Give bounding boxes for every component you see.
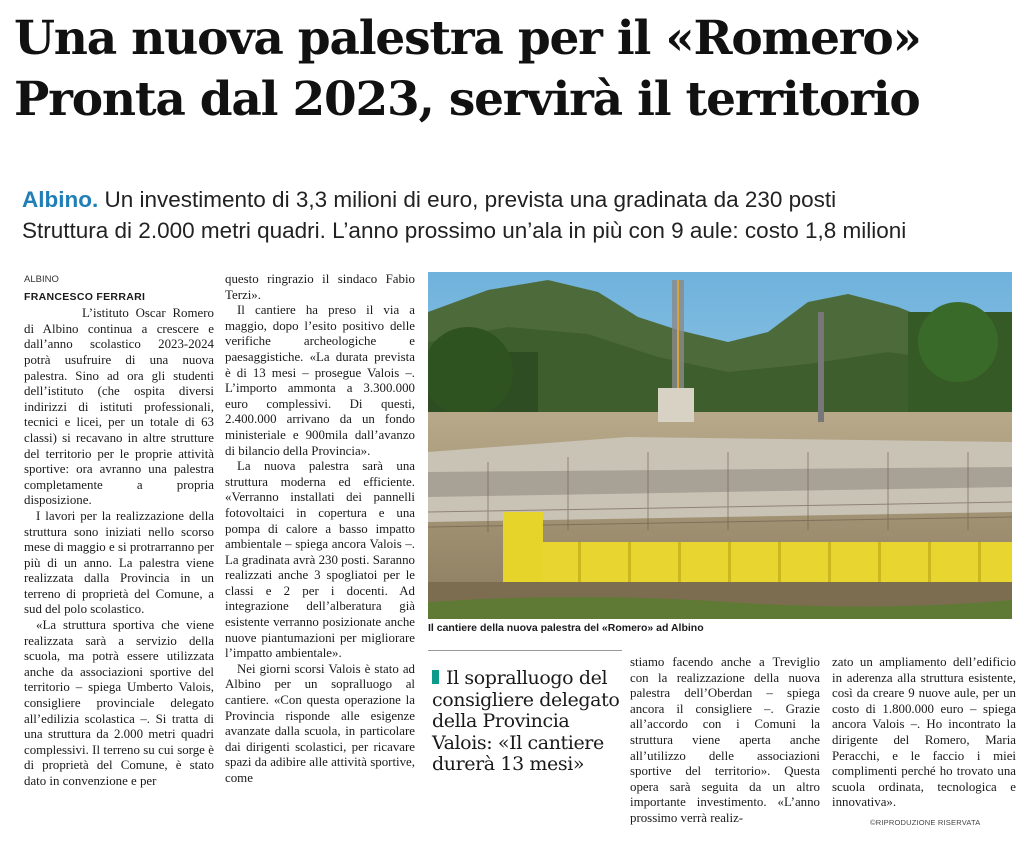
pull-quote-marker-icon	[432, 670, 439, 684]
construction-site-photo	[428, 272, 1012, 619]
subhead-line-1	[22, 184, 1012, 215]
article-column-3	[630, 655, 820, 827]
col1-paragraph-1: L’istituto Oscar Romero di Albino continua a crescere e dall’anno scolastico 2023-2024 potrà usufruire di una nuova palestra. Sino ad ora gli studenti dell’istituto (che ospita diversi indirizzi di istituti professionali, tecnici e licei, per un totale di 63 classi) si recavano in altre strutture del territorio per le proprie attività sportive: ora avranno una palestra completamente a propria disposizione.	[24, 306, 214, 508]
headline-line-2: Pronta dal 2023, servirà il territorio	[14, 72, 920, 127]
subheadline	[22, 184, 1012, 246]
subhead-line-2: Struttura di 2.000 metri quadri. L’anno prossimo un’ala in più con 9 aule: costo 1,8 milioni	[22, 218, 907, 243]
section-label: ALBINO	[24, 274, 59, 285]
headline-line-1: Una nuova palestra per il «Romero»	[14, 11, 921, 66]
col2-paragraph-2: Il cantiere ha preso il via a maggio, dopo l’esito positivo delle verifiche archeologiche e paesaggistiche. «La durata prevista è di 13 mesi – prosegue Valois –. L’importo ammonta a 3.300.000 euro complessivi. Di questi, 2.400.000 arrivano da un fondo ministeriale e 900mila dall’avanzo di bilancio della Provincia».	[225, 303, 415, 458]
pull-quote	[432, 668, 620, 776]
subhead-line-1-text: Un investimento di 3,3 milioni di euro, prevista una gradinata da 230 posti	[98, 187, 837, 212]
col4-paragraph-1: zato un ampliamento dell’edificio in aderenza alla struttura esistente, così da creare 9 nuove aule, per un costo di 1.800.000 euro – spiega ancora Valois –. Ho incontrato la dirigente del Romero, Maria Peracchi, e le faccio i miei complimenti perché ho trovato una scuola ordinata, tecnologica e innovativa».	[832, 655, 1016, 810]
copyright-notice: ©RIPRODUZIONE RISERVATA	[870, 818, 981, 827]
col3-paragraph-1: stiamo facendo anche a Treviglio con la realizzazione della nuova palestra dell’Oberdan – spiega ancora il consigliere –. Grazie all’accordo con i Comuni la struttura viene aperta anche all’utilizzo delle associazioni sportive del territorio». Questa opera sarà seguita da un altro importante investimento. «L’anno prossimo verrà realiz-	[630, 655, 820, 825]
kicker-location: Albino.	[22, 187, 99, 212]
col1-paragraph-2: I lavori per la realizzazione della struttura sono iniziati nello scorso mese di maggio e si protrarranno per più di un anno. La palestra viene realizzata dalla Provincia in un terreno di proprietà del Comune, a sud del polo scolastico.	[24, 508, 214, 617]
col2-paragraph-4: Nei giorni scorsi Valois è stato ad Albino per un sopralluogo al cantiere. «Con questa operazione la Provincia risponde alle esigenze avanzate dalla scuola, in particolare dai dirigenti scolastici, per ricavare spazi da adibire alle attività sportive, come	[225, 661, 415, 785]
photo-caption: Il cantiere della nuova palestra del «Romero» ad Albino	[428, 622, 704, 634]
byline: FRANCESCO FERRARI	[24, 290, 146, 303]
col2-paragraph-1: questo ringrazio il sindaco Fabio Terzi».	[225, 272, 415, 302]
article-column-2	[225, 272, 415, 787]
pull-quote-text: Il sopralluogo del consigliere delegato della Provincia Valois: «Il cantiere durerà 13 mesi»	[432, 667, 620, 775]
article-column-4	[832, 655, 1016, 811]
col1-paragraph-3: «La struttura sportiva che viene realizzata sarà a servizio della scuola, ma potrà essere utilizzata anche da associazioni sportive del territorio – spiega Umberto Valois, consigliere provinciale delegato all’edilizia scolastica –. Si tratta di una struttura da 2.000 metri quadri complessivi. Il terreno su cui sorge è di proprietà del Comune, è stato dato in convenzione e per	[24, 618, 214, 788]
headline	[14, 8, 1010, 130]
pull-quote-rule	[428, 650, 622, 651]
article-column-1	[24, 272, 214, 790]
col2-paragraph-3: La nuova palestra sarà una struttura moderna ed efficiente. «Verranno installati dei pannelli fotovoltaici in copertura e una pompa di calore a basso impatto ambientale – spiega ancora Valois –. La gradinata avrà 230 posti. Saranno realizzati anche 3 spogliatoi per le classi e 2 per i docenti. Ad integrazione dell’alberatura già esistente verranno posizionate anche nuove piantumazioni per migliorare l’impatto ambientale».	[225, 459, 415, 661]
